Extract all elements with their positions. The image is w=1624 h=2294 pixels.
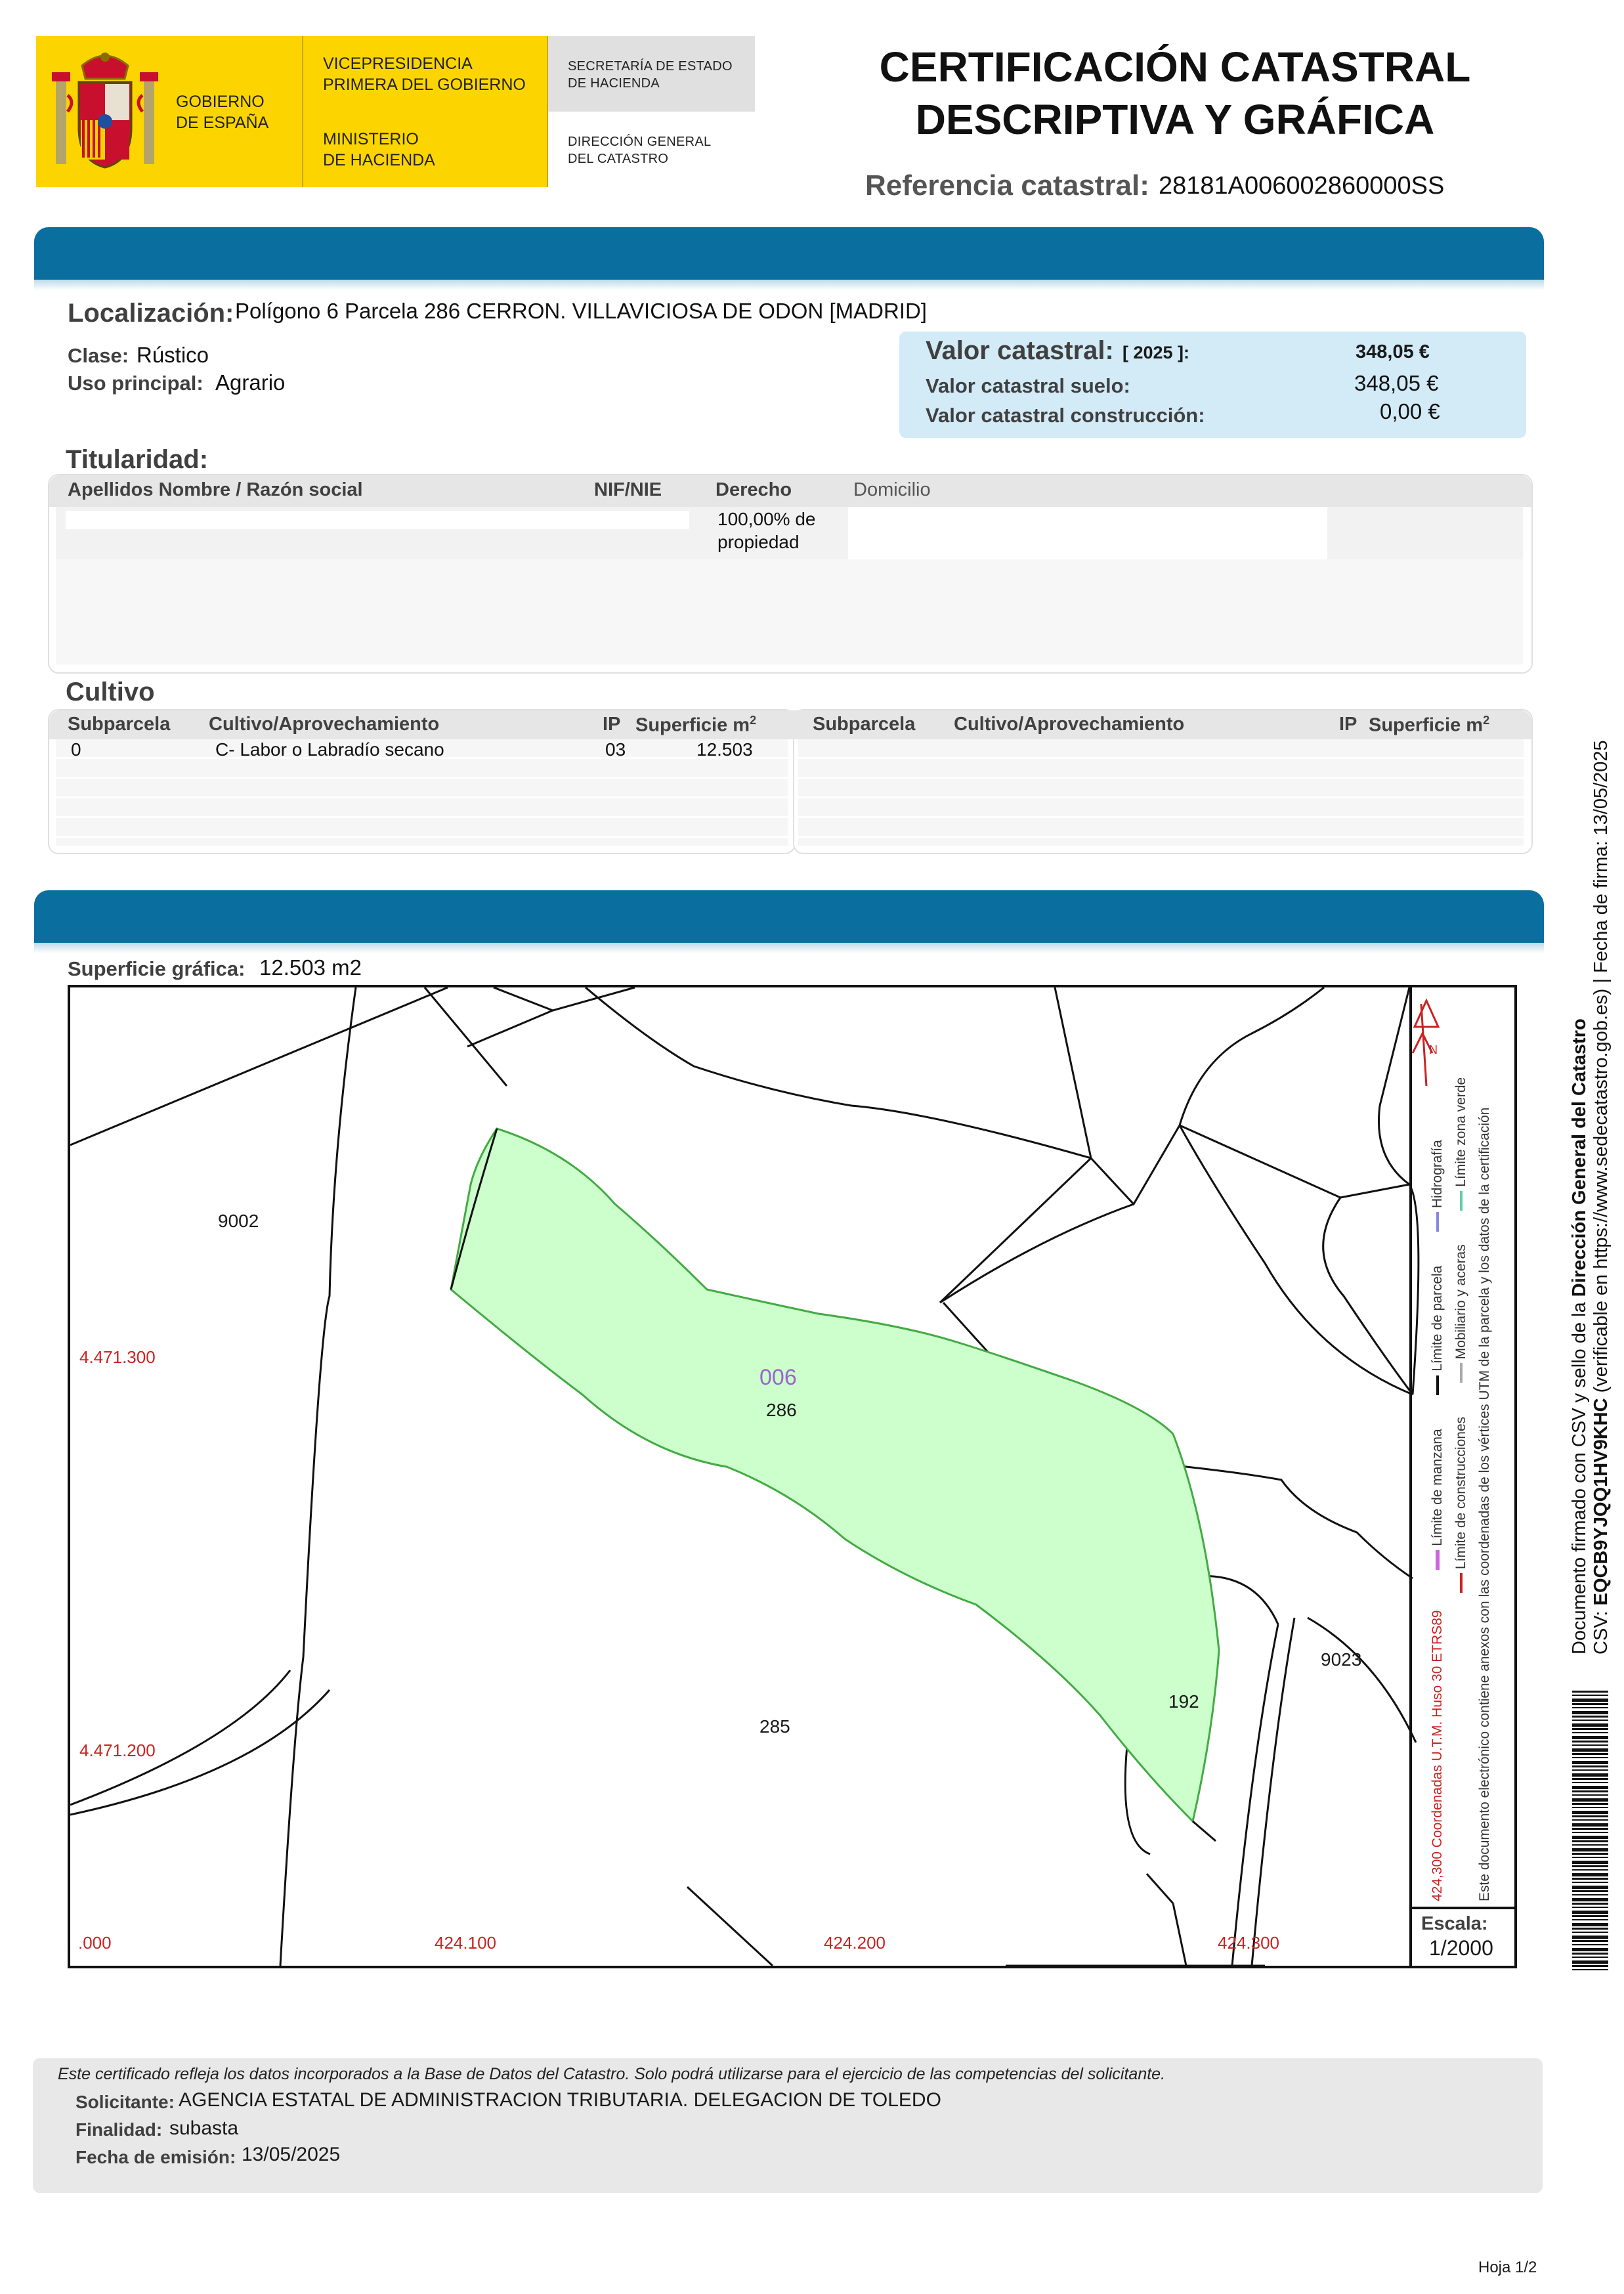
col-cultivo: Cultivo/Aprovechamiento — [209, 714, 440, 735]
coord-x-424200: 424.200 — [824, 1933, 886, 1953]
section-bar-shade — [34, 280, 1544, 290]
col-cultivo-2: Cultivo/Aprovechamiento — [954, 714, 1185, 735]
scale-divider — [1409, 1907, 1514, 1909]
escala-label: Escala: — [1421, 1913, 1488, 1934]
vicepresidencia-line1: VICEPRESIDENCIA — [323, 54, 473, 73]
cultivo-row-ip: 03 — [605, 739, 626, 760]
valor-year: [ 2025 ]: — [1122, 343, 1190, 362]
col-nif: NIF/NIE — [594, 479, 662, 500]
valor-catastral-label: Valor catastral: — [926, 336, 1114, 365]
map-drawing — [70, 987, 1514, 1966]
derecho-line2: propiedad — [717, 532, 800, 552]
legend-swatch-zona-verde — [1460, 1191, 1463, 1211]
parcel-label-286: 286 — [766, 1400, 797, 1420]
coord-x-000: .000 — [78, 1933, 112, 1953]
gobierno-line1: GOBIERNO — [176, 93, 265, 111]
cadastral-map — [68, 985, 1517, 1968]
valor-construccion-value: 0,00 € — [1380, 399, 1440, 423]
section-bar — [34, 227, 1544, 280]
referencia-label: Referencia catastral: — [865, 169, 1149, 202]
uso-label: Uso principal: — [68, 372, 203, 395]
referencia-value: 28181A006002860000SS — [1159, 172, 1445, 200]
parcel-286-shape — [451, 1129, 1219, 1821]
legend-zona-verde: Límite zona verde — [1453, 1077, 1468, 1187]
cultivo-rows-right — [798, 739, 1524, 846]
legend-construcciones: Límite de construcciones — [1453, 1416, 1468, 1570]
logo-divider — [302, 36, 303, 187]
title-line2: DESCRIPTIVA Y GRÁFICA — [915, 96, 1435, 143]
section-bar-2 — [34, 890, 1544, 943]
legend-parcela: Límite de parcela — [1430, 1265, 1445, 1372]
ministerio-line2: DE HACIENDA — [323, 151, 435, 169]
secretaria-line1: SECRETARÍA DE ESTADO — [568, 59, 733, 74]
solicitante-value: AGENCIA ESTATAL DE ADMINISTRACION TRIBUTARIA. DELEGACION DE TOLEDO — [179, 2089, 941, 2111]
cultivo-row-superficie: 12.503 — [696, 739, 753, 760]
ministerio-line1: MINISTERIO — [323, 130, 419, 148]
direccion-line1: DIRECCIÓN GENERAL — [568, 135, 712, 149]
coord-x-424100: 424.100 — [435, 1933, 496, 1953]
csv-signature-block — [1569, 703, 1621, 1655]
disclaimer: Este certificado refleja los datos incorporados a la Base de Datos del Catastro. Solo podrá utilizarse para el ejercicio de las competencias del solicitante. — [58, 2065, 1166, 2083]
finalidad-label: Finalidad: — [75, 2119, 163, 2140]
parcel-label-192: 192 — [1168, 1691, 1199, 1712]
coord-x-424300: 424.300 — [1218, 1933, 1279, 1953]
legend-coords: 424,300 Coordenadas U.T.M. Huso 30 ETRS89 — [1430, 1610, 1445, 1901]
superficie-grafica-label: Superficie gráfica: — [68, 957, 246, 980]
document-title — [840, 41, 1510, 146]
uso-value: Agrario — [215, 370, 286, 395]
legend-hidrografia: Hidrografía — [1430, 1140, 1445, 1209]
coat-of-arms-icon — [49, 49, 161, 177]
legend-mobiliario: Mobiliario y aceras — [1453, 1244, 1468, 1360]
parcel-label-9023: 9023 — [1321, 1649, 1362, 1670]
fecha-emision-value: 13/05/2025 — [242, 2144, 341, 2165]
legend-swatch-mobiliario — [1460, 1363, 1463, 1383]
titularidad-heading: Titularidad: — [66, 445, 209, 474]
north-label: N — [1429, 1043, 1438, 1056]
solicitante-label: Solicitante: — [75, 2092, 175, 2112]
superficie-grafica-value: 12.503 m2 — [259, 955, 362, 980]
csv-line1: Documento firmado con CSV y sello de la Dirección General del Catastro — [1569, 1018, 1590, 1655]
valor-suelo-value: 348,05 € — [1354, 371, 1439, 395]
valor-suelo-label: Valor catastral suelo: — [926, 374, 1130, 397]
col-superficie-2: Superficie $m^2$ — [1369, 714, 1490, 736]
coord-y-4471300: 4.471.300 — [79, 1347, 156, 1367]
legend-swatch-hidrografia — [1436, 1212, 1439, 1232]
col-domicilio: Domicilio — [853, 479, 931, 500]
parcel-label-9002: 9002 — [218, 1211, 259, 1231]
secretaria-line2: DE HACIENDA — [568, 76, 660, 91]
col-subparcela: Subparcela — [68, 714, 171, 735]
csv-line2: CSV: EQCB9YJQQ1HV9KHC (verificable en https://www.sedecatastro.gob.es) | Fecha de firma: 13/05/2025 — [1591, 740, 1612, 1655]
legend-swatch-manzana — [1436, 1550, 1440, 1570]
titular-domicilio-cell — [848, 507, 1327, 559]
valor-construccion-label: Valor catastral construcción: — [926, 404, 1205, 427]
col-superficie: Superficie $m^2$ — [635, 714, 757, 736]
col-derecho: Derecho — [716, 479, 792, 500]
section-bar-shade-2 — [34, 943, 1544, 953]
localizacion-label: Localización: — [68, 299, 234, 328]
titularidad-empty-rows — [56, 559, 1523, 664]
legend-swatch-construcciones — [1460, 1573, 1463, 1593]
legend-swatch-parcela — [1436, 1375, 1439, 1395]
finalidad-value: subasta — [169, 2117, 239, 2139]
escala-value: 1/2000 — [1429, 1936, 1493, 1960]
clase-label: Clase: — [68, 344, 129, 367]
clase-value: Rústico — [137, 343, 209, 367]
cultivo-heading: Cultivo — [66, 678, 155, 706]
gobierno-line2: DE ESPAÑA — [176, 114, 269, 132]
localizacion-value: Polígono 6 Parcela 286 CERRON. VILLAVICIOSA DE ODON [MADRID] — [235, 299, 927, 323]
vicepresidencia-line2: PRIMERA DEL GOBIERNO — [323, 76, 526, 94]
col-ip: IP — [603, 714, 621, 735]
cultivo-row-sub: 0 — [71, 739, 81, 760]
coord-y-4471200: 4.471.200 — [79, 1741, 156, 1760]
page-number: Hoja 1/2 — [1478, 2259, 1537, 2276]
col-apellidos: Apellidos Nombre / Razón social — [68, 479, 363, 500]
parcel-label-285: 285 — [759, 1716, 790, 1737]
title-line1: CERTIFICACIÓN CATASTRAL — [879, 43, 1471, 91]
legend-note: Este documento electrónico contiene anexos con las coordenadas de los vértices UTM de la parcela y los datos de la certificación — [1477, 1107, 1492, 1901]
legend-divider — [1409, 987, 1412, 1966]
titular-name-cell — [66, 511, 689, 529]
col-ip-2: IP — [1339, 714, 1357, 735]
direccion-line2: DEL CATASTRO — [568, 152, 669, 166]
legend-manzana: Límite de manzana — [1430, 1429, 1445, 1546]
col-subparcela-2: Subparcela — [813, 714, 916, 735]
poligono-label: 006 — [759, 1365, 797, 1390]
derecho-line1: 100,00% de — [717, 509, 816, 529]
barcode-icon — [1572, 1691, 1608, 1973]
fecha-emision-label: Fecha de emisión: — [75, 2147, 236, 2167]
valor-total: 348,05 € — [1356, 341, 1430, 362]
cultivo-row-cultivo: C- Labor o Labradío secano — [215, 739, 444, 760]
